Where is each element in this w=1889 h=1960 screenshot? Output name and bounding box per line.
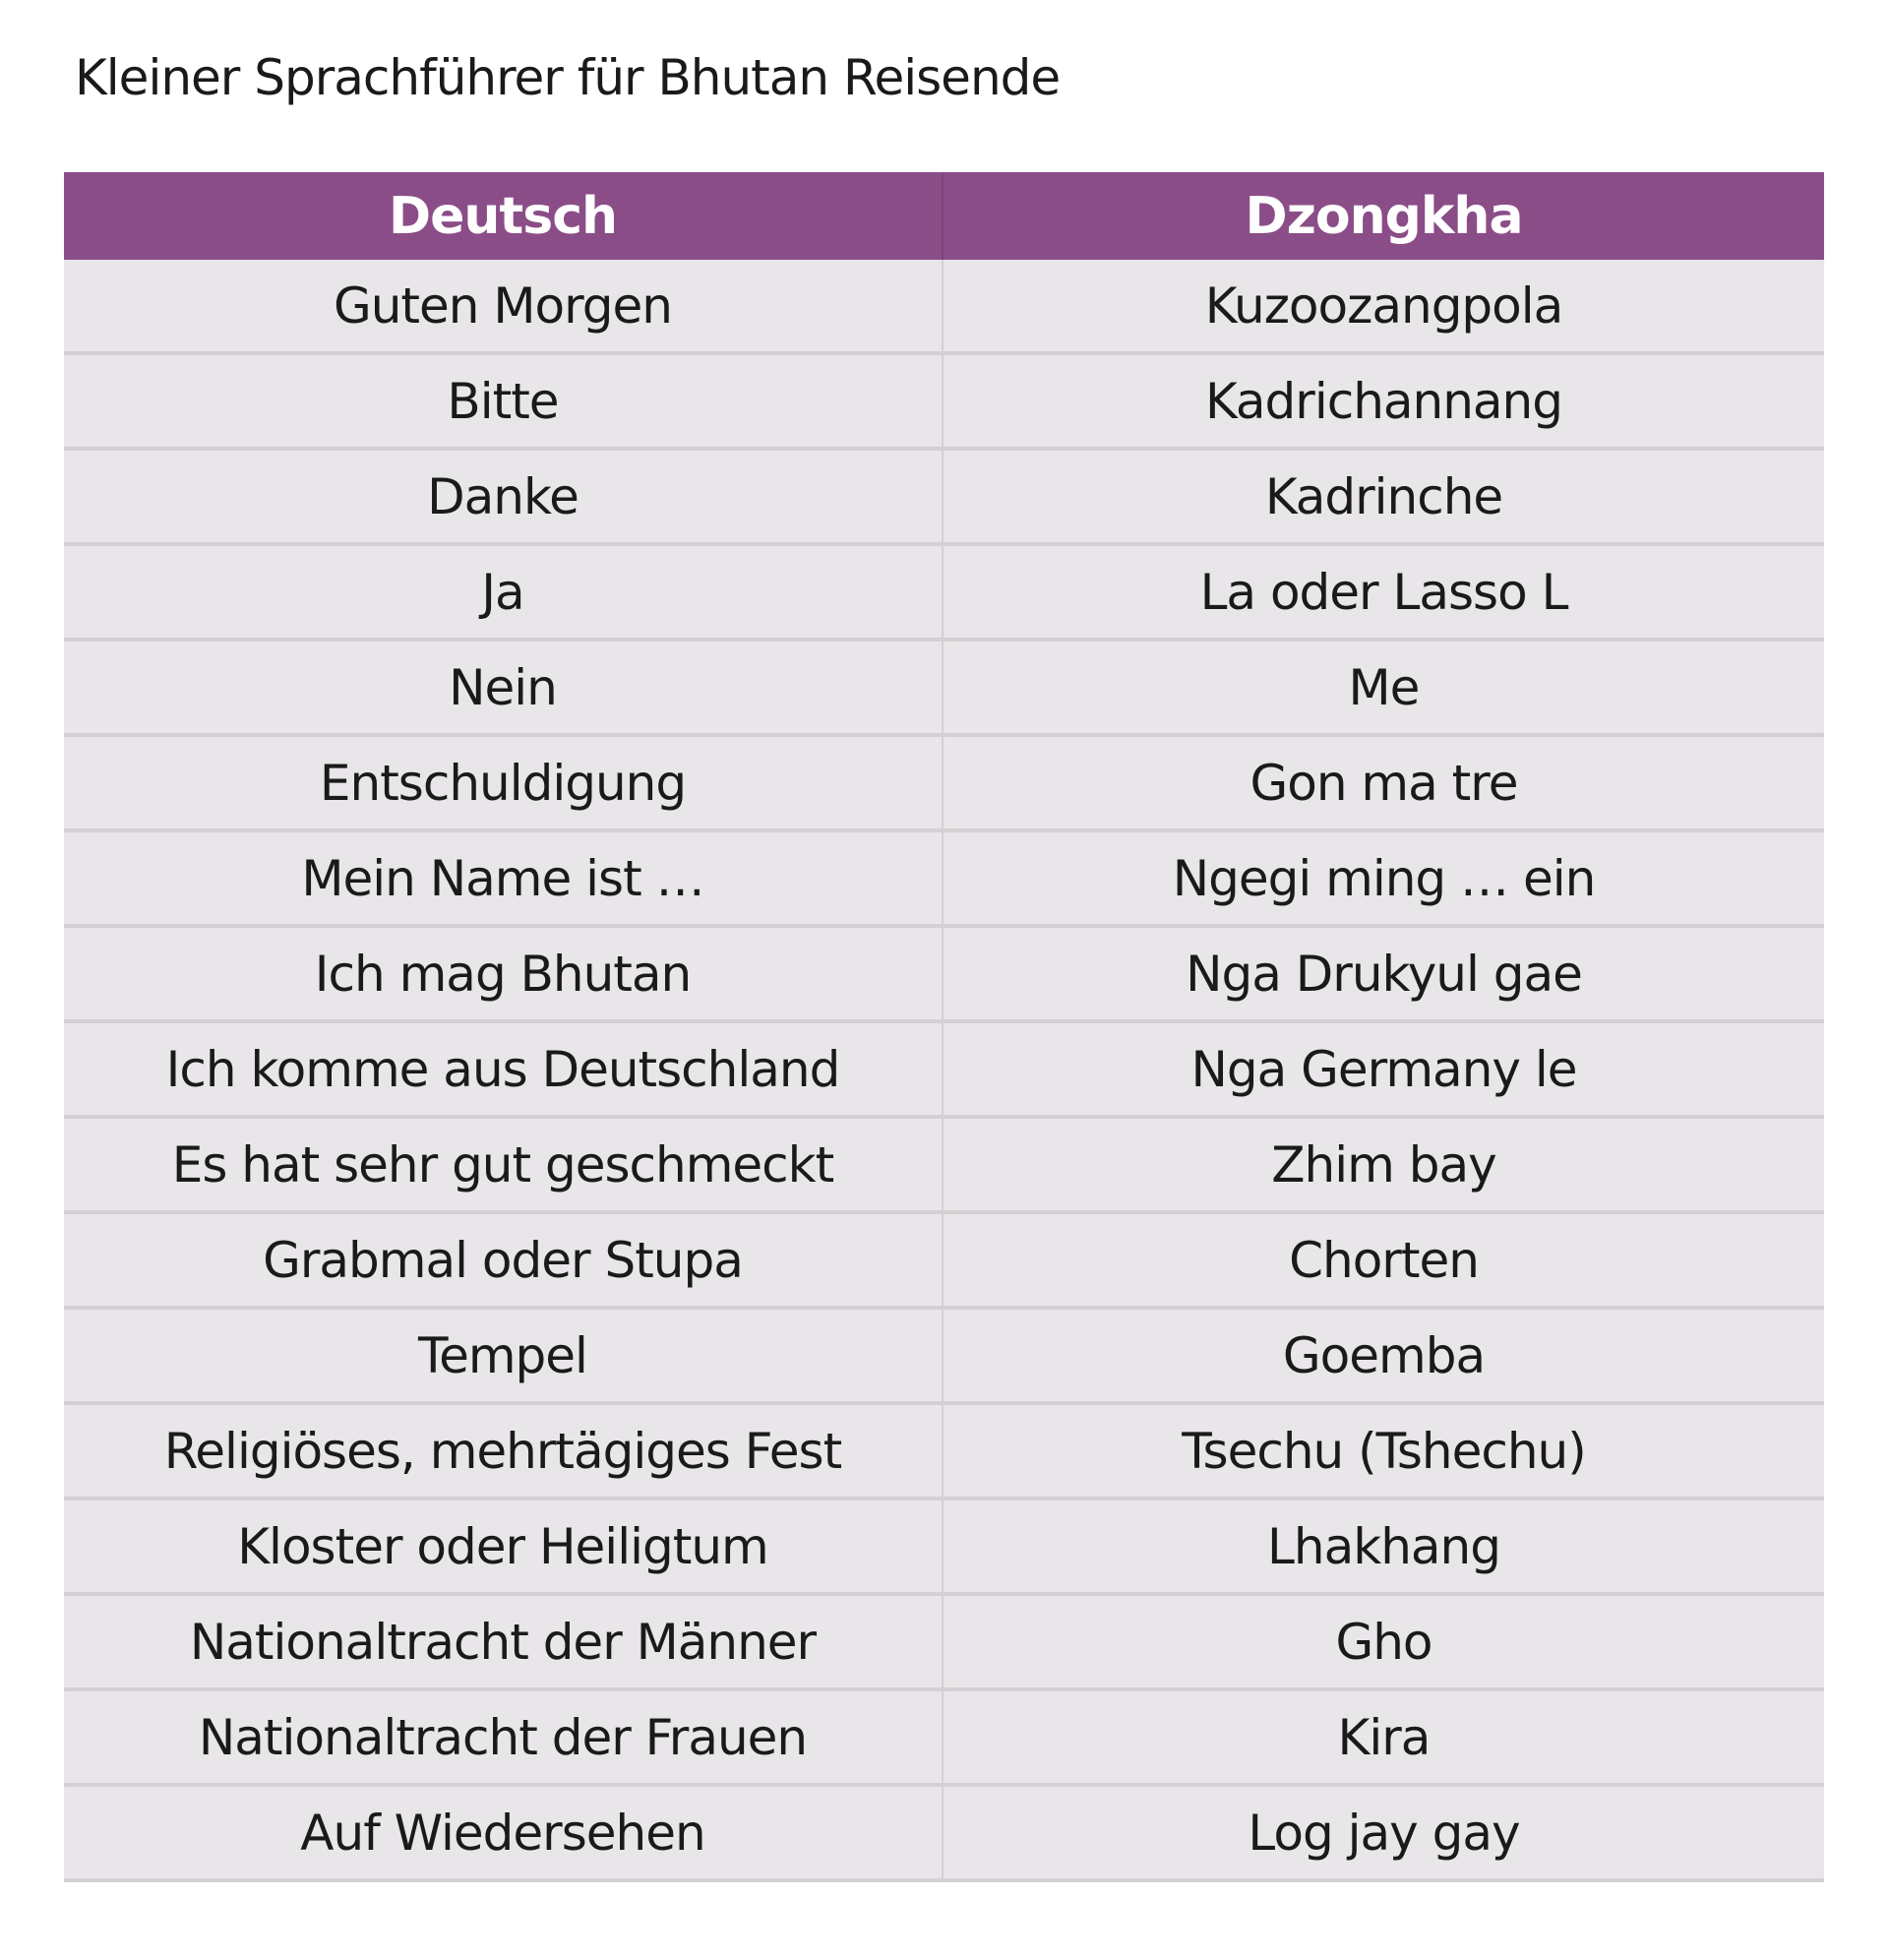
cell-dzongkha: Ngegi ming … ein <box>943 830 1824 926</box>
cell-dzongkha: Zhim bay <box>943 1117 1824 1212</box>
table-row <box>64 1499 1824 1594</box>
cell-deutsch: Nationaltracht der Frauen <box>64 1689 943 1785</box>
cell-deutsch: Ja <box>64 544 943 640</box>
cell-deutsch: Ich komme aus Deutschland <box>64 1021 943 1117</box>
cell-dzongkha: La oder Lasso L <box>943 544 1824 640</box>
cell-dzongkha: Gon ma tre <box>943 735 1824 830</box>
column-header-dzongkha: Dzongkha <box>943 172 1824 260</box>
cell-dzongkha: Log jay gay <box>943 1785 1824 1880</box>
cell-dzongkha: Me <box>943 640 1824 735</box>
cell-dzongkha: Nga Germany le <box>943 1021 1824 1117</box>
cell-deutsch: Ich mag Bhutan <box>64 926 943 1021</box>
table-row <box>64 544 1824 640</box>
page-title: Kleiner Sprachführer für Bhutan Reisende <box>75 49 1061 106</box>
table-row <box>64 1594 1824 1689</box>
cell-deutsch: Danke <box>64 449 943 544</box>
cell-dzongkha: Lhakhang <box>943 1499 1824 1594</box>
table-header-row <box>64 172 1824 260</box>
cell-dzongkha: Tsechu (Tshechu) <box>943 1403 1824 1499</box>
table-row <box>64 1117 1824 1212</box>
cell-deutsch: Nein <box>64 640 943 735</box>
cell-dzongkha: Goemba <box>943 1308 1824 1403</box>
cell-deutsch: Es hat sehr gut geschmeckt <box>64 1117 943 1212</box>
cell-deutsch: Religiöses, mehrtägiges Fest <box>64 1403 943 1499</box>
cell-dzongkha: Kadrinche <box>943 449 1824 544</box>
cell-dzongkha: Chorten <box>943 1212 1824 1308</box>
table-row <box>64 1785 1824 1880</box>
table-row <box>64 1403 1824 1499</box>
table-row <box>64 640 1824 735</box>
cell-deutsch: Grabmal oder Stupa <box>64 1212 943 1308</box>
cell-dzongkha: Kira <box>943 1689 1824 1785</box>
table-row <box>64 1212 1824 1308</box>
table-row <box>64 1021 1824 1117</box>
cell-dzongkha: Kadrichannang <box>943 353 1824 449</box>
table-row <box>64 1308 1824 1403</box>
cell-dzongkha: Nga Drukyul gae <box>943 926 1824 1021</box>
cell-deutsch: Guten Morgen <box>64 260 943 353</box>
table-row <box>64 1689 1824 1785</box>
table-row <box>64 830 1824 926</box>
table-row <box>64 449 1824 544</box>
table-row <box>64 926 1824 1021</box>
cell-deutsch: Mein Name ist … <box>64 830 943 926</box>
column-header-deutsch: Deutsch <box>64 172 943 260</box>
cell-deutsch: Auf Wiedersehen <box>64 1785 943 1880</box>
cell-deutsch: Entschuldigung <box>64 735 943 830</box>
table-row <box>64 353 1824 449</box>
table-row <box>64 260 1824 353</box>
cell-deutsch: Kloster oder Heiligtum <box>64 1499 943 1594</box>
cell-deutsch: Bitte <box>64 353 943 449</box>
phrase-table <box>64 172 1824 1882</box>
cell-deutsch: Nationaltracht der Männer <box>64 1594 943 1689</box>
cell-dzongkha: Kuzoozangpola <box>943 260 1824 353</box>
cell-deutsch: Tempel <box>64 1308 943 1403</box>
table-row <box>64 735 1824 830</box>
cell-dzongkha: Gho <box>943 1594 1824 1689</box>
